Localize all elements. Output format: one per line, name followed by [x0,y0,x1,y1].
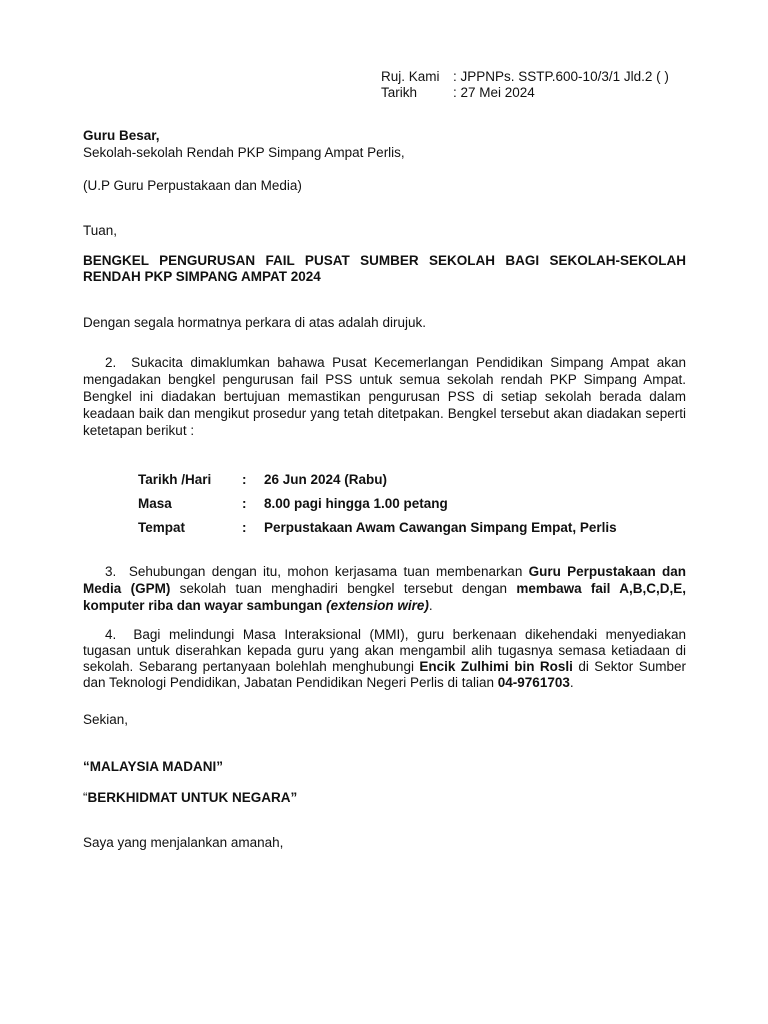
paragraph-3-text: Sehubungan dengan itu, mohon kerjasama tuan membenarkan [128,564,529,579]
schedule-separator: : [242,471,247,487]
gpm-emphasis: Guru Perpustakaan dan Media (GPM) [83,564,686,596]
recipient-attention: (U.P Guru Perpustakaan dan Media) [83,178,302,193]
paragraph-4 [83,627,686,691]
schedule-separator: : [242,495,247,511]
signoff: Saya yang menjalankan amanah, [83,835,284,850]
schedule-separator: : [242,519,247,535]
date-value: : 27 Mei 2024 [453,85,535,100]
schedule-value: 8.00 pagi hingga 1.00 petang [264,495,448,511]
paragraph-3-text: . [428,598,433,613]
paragraph-1: Dengan segala hormatnya perkara di atas adalah dirujuk. [83,315,426,330]
paragraph-2-number: 2. [105,355,117,370]
motto-text: BERKHIDMAT UNTUK NEGARA” [87,790,298,805]
items-to-bring: membawa fail A,B,C,D,E, komputer riba dan wayar sambungan [83,581,686,613]
paragraph-3 [83,563,686,614]
contact-phone: 04-9761703 [497,675,570,690]
motto-quote: “ [83,790,88,805]
schedule-label: Masa [138,495,172,511]
schedule-value: 26 Jun 2024 (Rabu) [264,471,388,487]
extension-wire-note: (extension wire) [326,598,429,613]
contact-person: Encik Zulhimi bin Rosli [419,659,573,674]
paragraph-4-number: 4. [105,627,117,642]
schedule-table [138,467,617,539]
schedule-label: Tarikh /Hari [138,471,212,487]
paragraph-2 [83,354,686,439]
schedule-label: Tempat [138,519,186,535]
paragraph-4-text: di Sektor Sumber dan Teknologi Pendidikan, Jabatan Pendidikan Negeri Perlis di talian [83,659,686,690]
paragraph-3-number: 3. [105,564,117,579]
motto-berkhidmat [83,789,686,806]
salutation: Tuan, [83,223,118,238]
reference-block [381,69,669,101]
schedule-row [138,491,617,515]
paragraph-4-text: Bagi melindungi Masa Interaksional (MMI), guru berkenaan dikehendaki menyediakan tugasan untuk diserahkan kepada guru yang akan mengambil alih tugasnya semasa ketiadaan di sekolah. Sebarang pertanyaan bolehlah menghubungi [83,627,686,674]
ref-label: Ruj. Kami [381,69,440,84]
closing: Sekian, [83,712,129,727]
motto-malaysia-madani: “MALAYSIA MADANI” [83,759,224,774]
recipient-school: Sekolah-sekolah Rendah PKP Simpang Ampat Perlis, [83,145,405,160]
paragraph-4-text: . [569,675,574,690]
schedule-value: Perpustakaan Awam Cawangan Simpang Empat, Perlis [264,519,617,535]
date-label: Tarikh [381,85,418,100]
paragraph-2-text: Sukacita dimaklumkan bahawa Pusat Kecemerlangan Pendidikan Simpang Ampat akan mengadakan bengkel pengurusan fail PSS untuk semua sekolah rendah PKP Simpang Ampat. Bengkel ini diadakan bertujuan memastikan pengurusan PSS di setiap sekolah berada dalam keadaan baik dan mengikut prosedur yang tetah ditetpakan. Bengkel tersebut akan diadakan seperti ketetapan berikut : [83,355,686,438]
recipient-title: Guru Besar, [83,128,160,143]
schedule-row [138,467,617,491]
paragraph-3-text: sekolah tuan menghadiri bengkel tersebut dengan [170,581,517,596]
ref-value: : JPPNPs. SSTP.600-10/3/1 Jld.2 ( ) [453,69,669,84]
letter-subject: BENGKEL PENGURUSAN FAIL PUSAT SUMBER SEKOLAH BAGI SEKOLAH-SEKOLAH RENDAH PKP SIMPANG AMPAT 2024 [83,253,686,284]
schedule-row [138,515,617,539]
